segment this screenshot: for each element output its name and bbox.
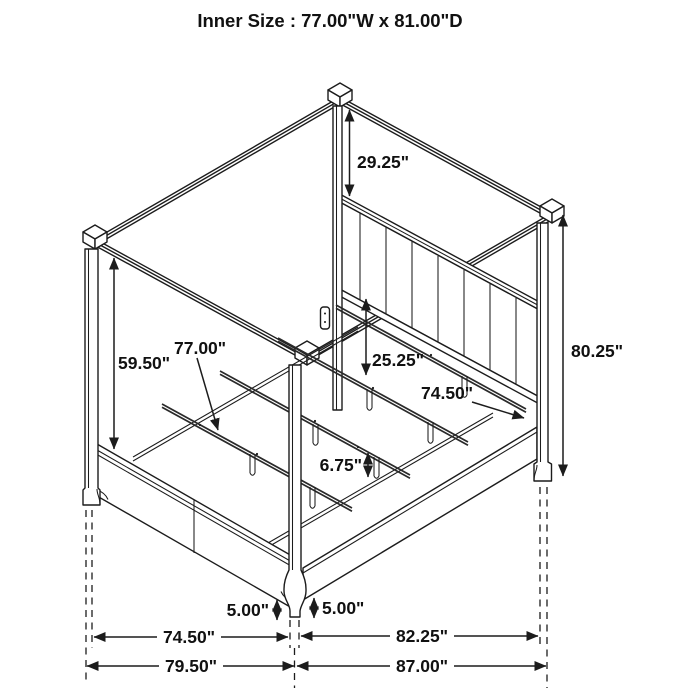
dim-foot-clearance-right <box>314 598 364 618</box>
footboard <box>97 444 292 608</box>
page-title: Inner Size : 77.00"W x 81.00"D <box>197 10 463 31</box>
canopy-corner-block-right <box>540 199 564 223</box>
post-bracket <box>321 307 330 329</box>
dim-canopy-height <box>350 110 410 196</box>
dim-label-overall-depth: 87.00" <box>395 656 449 676</box>
dim-post-height <box>114 258 170 449</box>
canopy-corner-block-back <box>328 83 352 107</box>
dim-label-foot-clearance-right: 5.00" <box>322 598 365 618</box>
dim-footboard-width <box>94 627 288 647</box>
dim-label-inner-rail-span: 74.50" <box>421 383 474 403</box>
dim-label-overall-width: 79.50" <box>164 656 218 676</box>
dim-foot-clearance-left <box>227 600 277 620</box>
dim-label-inner-width: 77.00" <box>174 338 227 358</box>
dim-label-slat-leg-height: 6.75" <box>319 455 362 475</box>
dim-label-rail-to-slat: 25.25" <box>372 350 425 370</box>
dim-inner-width <box>174 338 226 430</box>
dim-label-post-height: 59.50" <box>118 353 171 373</box>
dim-label-overall-height: 80.25" <box>571 341 624 361</box>
side-rail <box>303 427 537 600</box>
front-post <box>284 365 306 617</box>
dim-side-depth <box>301 626 538 646</box>
dim-overall-width <box>87 656 294 676</box>
dim-label-side-depth: 82.25" <box>395 626 449 646</box>
dim-slat-leg-height <box>320 453 368 477</box>
back-post <box>321 106 343 410</box>
dim-label-foot-clearance-left: 5.00" <box>226 600 269 620</box>
dim-inner-rail-span <box>421 383 524 418</box>
left-post <box>83 249 100 505</box>
right-post <box>534 223 552 481</box>
canopy-corner-block-left <box>83 225 107 249</box>
headboard <box>336 192 545 407</box>
dim-label-footboard-width: 74.50" <box>162 627 216 647</box>
headboard-panel <box>336 200 545 400</box>
dim-overall-depth <box>297 656 546 676</box>
dim-overall-height <box>563 215 623 476</box>
dim-label-canopy-height: 29.25" <box>357 152 410 172</box>
